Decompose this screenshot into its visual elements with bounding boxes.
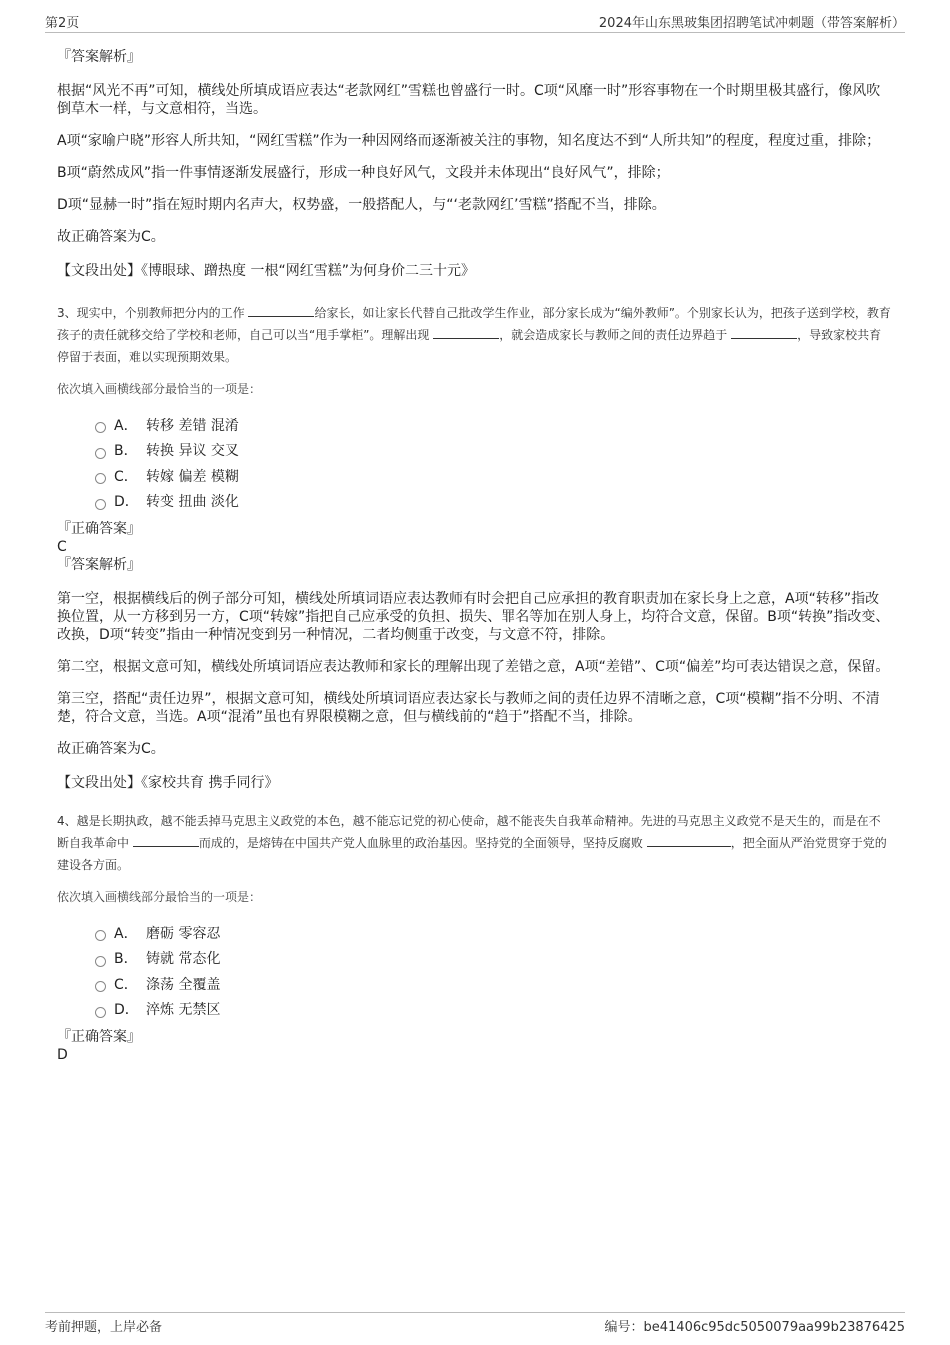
option-list — [95, 412, 892, 514]
document-id: 编号：be41406c95dc5050079aa99b23876425 — [604, 1320, 905, 1335]
analysis-paragraph: B项“蔚然成风”指一件事情逐渐发展盛行，形成一种良好风气，文段并未体现出“良好风气”，排除； — [57, 165, 670, 181]
answer-blank — [248, 304, 314, 317]
radio-icon[interactable] — [95, 422, 106, 433]
option-d[interactable] — [95, 997, 892, 1023]
analysis-label: 『答案解析』 — [57, 49, 141, 65]
document-title: 2024年山东黑玻集团招聘笔试冲刺题（带答案解析） — [598, 16, 905, 31]
question-instruction: 依次填入画横线部分最恰当的一项是： — [57, 890, 262, 904]
radio-icon[interactable] — [95, 981, 106, 992]
conclusion: 故正确答案为C。 — [57, 741, 165, 757]
option-letter: D． — [114, 494, 139, 511]
radio-icon[interactable] — [95, 930, 106, 941]
question-stem — [57, 810, 892, 876]
analysis-paragraph: D项“显赫一时”指在短时期内名声大，权势盛，一般搭配人，与“‘老款网红’雪糕”搭配不当，排除。 — [57, 197, 666, 213]
correct-answer-label: 『正确答案』 — [57, 1029, 141, 1045]
option-text: 涤荡 全覆盖 — [146, 976, 221, 993]
option-d[interactable] — [95, 489, 892, 515]
stem-text: 3、现实中，个别教师把分内的工作 — [57, 306, 245, 320]
option-a[interactable] — [95, 412, 892, 438]
option-text: 淬炼 无禁区 — [146, 1002, 221, 1019]
option-text: 转变 扭曲 淡化 — [146, 494, 239, 511]
answer-blank — [731, 326, 797, 339]
option-c[interactable] — [95, 971, 892, 997]
question-3 — [57, 302, 892, 792]
option-letter: B． — [114, 443, 138, 460]
answer-blank — [133, 834, 199, 847]
option-b[interactable] — [95, 438, 892, 464]
option-text: 转换 异议 交叉 — [146, 443, 239, 460]
page-footer — [45, 1312, 905, 1333]
stem-text: ，导致家校共育停留于表面，难以实现预期效果。 — [57, 328, 882, 364]
correct-answer-label: 『正确答案』 — [57, 521, 141, 537]
analysis-paragraph: 第二空，根据文意可知，横线处所填词语应表达教师和家长的理解出现了差错之意，A项“差错”、C项“偏差”均可表达错误之意，保留。 — [57, 659, 890, 675]
option-text: 转嫁 偏差 模糊 — [146, 468, 239, 485]
document-body — [57, 46, 892, 1064]
source-citation: 【文段出处】《家校共育 携手同行》 — [57, 775, 279, 791]
correct-answer: C — [57, 539, 67, 555]
option-letter: B． — [114, 951, 138, 968]
radio-icon[interactable] — [95, 956, 106, 967]
source-citation: 【文段出处】《博眼球、蹭热度 一根“网红雪糕”为何身价二三十元》 — [57, 263, 475, 279]
option-text: 铸就 常态化 — [146, 951, 221, 968]
radio-icon[interactable] — [95, 473, 106, 484]
footer-slogan: 考前押题，上岸必备 — [45, 1320, 163, 1335]
question-2-analysis — [57, 48, 892, 280]
question-instruction: 依次填入画横线部分最恰当的一项是： — [57, 382, 262, 396]
option-letter: C． — [114, 976, 138, 993]
option-text: 转移 差错 混淆 — [146, 417, 239, 434]
radio-icon[interactable] — [95, 1007, 106, 1018]
option-text: 磨砺 零容忍 — [146, 925, 221, 942]
analysis-paragraph: 第一空，根据横线后的例子部分可知，横线处所填词语应表达教师有时会把自己应承担的教育职责加在家长身上之意，A项“转移”指改换位置，从一方移到另一方，C项“转嫁”指把自己应承受的负担、损失、罪名等加在别人身上，均符合文意，保留。B项“转换”指改变、改换，D项“转变”指由一种情况变到另一种情况，二者均侧重于改变，与文意不符，排除。 — [57, 591, 890, 643]
analysis-label: 『答案解析』 — [57, 557, 141, 573]
page-number: 第2页 — [45, 16, 80, 31]
conclusion: 故正确答案为C。 — [57, 229, 165, 245]
radio-icon[interactable] — [95, 499, 106, 510]
radio-icon[interactable] — [95, 448, 106, 459]
stem-text: 给家长，如让家长代替自己批改学生作业，部分家长成为“编外教师”。个别家长认为，把孩子送到学校，教育孩子的责任就移交给了学校和老师，自己可以当“甩手掌柜”。理解出现 — [57, 306, 891, 342]
question-stem — [57, 302, 892, 368]
analysis-paragraph: A项“家喻户晓”形容人所共知，“网红雪糕”作为一种因网络而逐渐被关注的事物，知名度达不到“人所共知”的程度，程度过重，排除； — [57, 133, 881, 149]
page-header — [45, 8, 905, 33]
answer-blank — [433, 326, 499, 339]
answer-blank — [647, 834, 731, 847]
option-letter: A． — [114, 925, 138, 942]
option-letter: C． — [114, 468, 138, 485]
option-c[interactable] — [95, 463, 892, 489]
option-b[interactable] — [95, 946, 892, 972]
option-a[interactable] — [95, 920, 892, 946]
stem-text: 而成的，是熔铸在中国共产党人血脉里的政治基因。坚持党的全面领导，坚持反腐败 — [198, 836, 643, 850]
stem-text: ，把全面从严治党贯穿于党的建设各方面。 — [57, 836, 887, 872]
option-letter: D． — [114, 1002, 139, 1019]
analysis-paragraph: 第三空，搭配“责任边界”，根据文意可知，横线处所填词语应表达家长与教师之间的责任边界不清晰之意，C项“模糊”指不分明、不清楚，符合文意，当选。A项“混淆”虽也有界限模糊之意，但与横线前的“趋于”搭配不当，排除。 — [57, 691, 880, 725]
analysis-paragraph: 根据“风光不再”可知，横线处所填成语应表达“老款网红”雪糕也曾盛行一时。C项“风靡一时”形容事物在一个时期里极其盛行，像风吹倒草木一样，与文意相符，当选。 — [57, 83, 881, 117]
question-4 — [57, 810, 892, 1064]
correct-answer: D — [57, 1047, 68, 1063]
option-list — [95, 920, 892, 1022]
stem-text: 4、越是长期执政，越不能丢掉马克思主义政党的本色，越不能忘记党的初心使命，越不能丧失自我革命精神。先进的马克思主义政党不是天生的，而是在不断自我革命中 — [57, 814, 881, 850]
option-letter: A． — [114, 417, 138, 434]
stem-text: ，就会造成家长与教师之间的责任边界趋于 — [499, 328, 728, 342]
